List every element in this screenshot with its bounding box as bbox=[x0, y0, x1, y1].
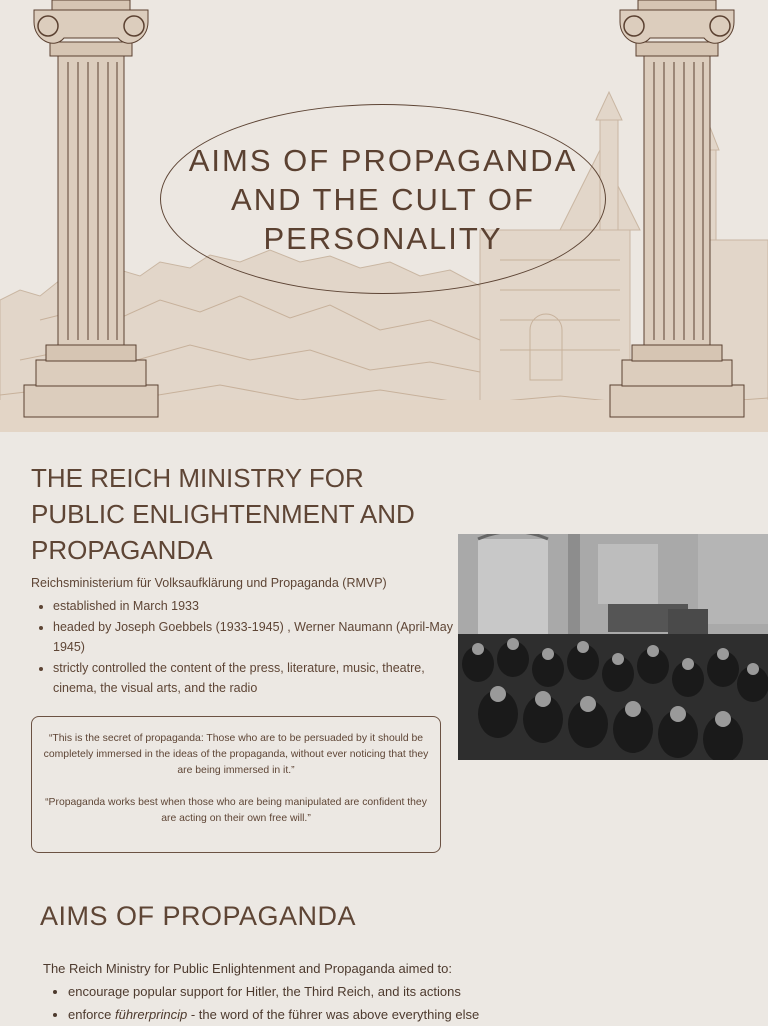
photo-image bbox=[458, 534, 768, 760]
aims-item-suffix: - the word of the führer was above everything else bbox=[187, 1007, 480, 1022]
aims-heading: AIMS OF PROPAGANDA bbox=[40, 901, 357, 931]
list-item: • established in March 1933 bbox=[53, 596, 458, 616]
goebbels-quotes-box bbox=[31, 716, 441, 853]
fuhrerprinzip-term: führerprincip bbox=[114, 1007, 188, 1022]
quote-text: “This is the secret of propaganda: Those who are to be persuaded by it should be completely immersed in the ideas of the propaganda, without ever noticing that they are being immersed in it.” bbox=[43, 733, 429, 776]
ministry-heading: THE REICH MINISTRY FOR PUBLIC ENLIGHTENMENT AND PROPAGANDA bbox=[31, 463, 415, 565]
ministry-german-name: Reichsministerium für Volksaufklärung und Propaganda (RMVP) bbox=[31, 576, 387, 590]
list-item bbox=[68, 1003, 758, 1026]
aims-item-prefix: enforce bbox=[68, 1007, 115, 1022]
list-item: • strictly controlled the content of the press, literature, music, theatre, cinema, the visual arts, and the radio bbox=[53, 658, 458, 698]
header-banner bbox=[0, 0, 768, 432]
list-item: • headed by Joseph Goebbels (1933-1945) , Werner Naumann (April-May 1945) bbox=[53, 617, 458, 657]
ministry-facts-list bbox=[38, 596, 458, 699]
aims-list bbox=[52, 980, 758, 1026]
page-title: AIMS OF PROPAGANDA AND THE CULT OF PERSONALITY bbox=[188, 142, 578, 256]
list-item: • encourage popular support for Hitler, the Third Reich, and its actions bbox=[68, 980, 758, 1003]
title-oval bbox=[160, 104, 606, 294]
ministry-meeting-photo bbox=[458, 534, 768, 760]
quote-text: “Propaganda works best when those who are being manipulated are confident they are acting on their own free will.” bbox=[45, 797, 427, 824]
aims-intro: The Reich Ministry for Public Enlightenment and Propaganda aimed to: bbox=[43, 961, 452, 976]
